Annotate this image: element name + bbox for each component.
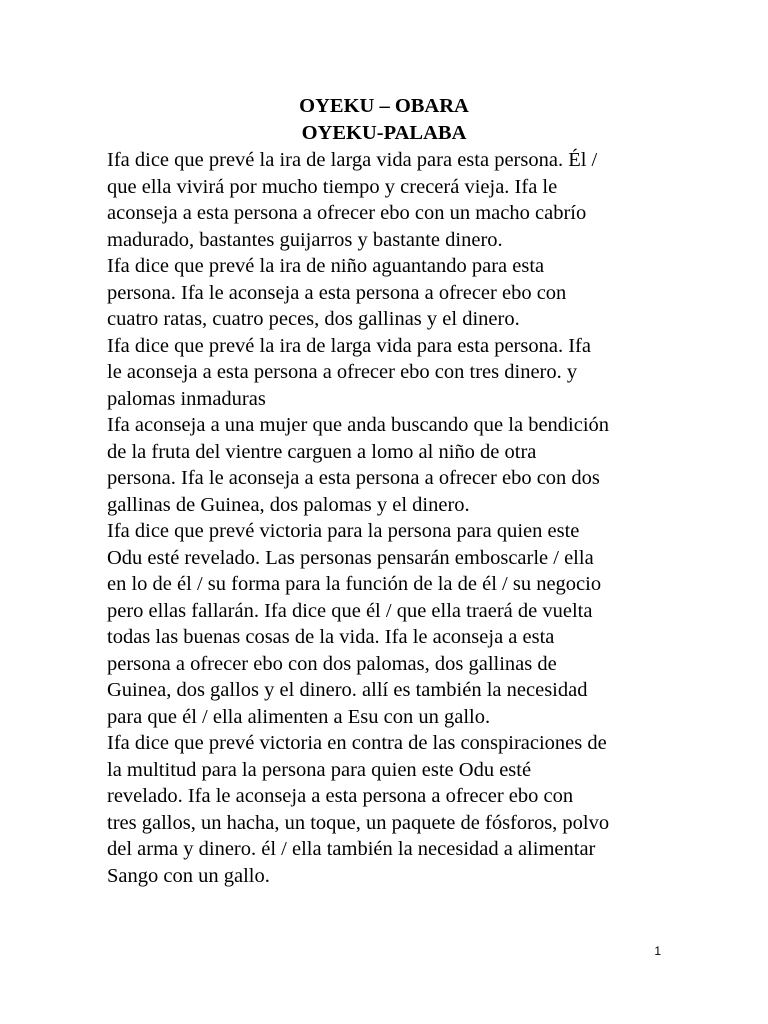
text-line: la multitud para la persona para quien este Odu esté	[107, 758, 532, 781]
text-line: persona. Ifa le aconseja a esta persona a ofrecer ebo con	[107, 281, 567, 304]
page-number: 1	[654, 944, 661, 958]
document-body	[107, 147, 667, 889]
text-line: madurado, bastantes guijarros y bastante dinero.	[107, 228, 503, 251]
text-line: pero ellas fallarán. Ifa dice que él / que ella traerá de vuelta	[107, 599, 593, 622]
text-line: cuatro ratas, cuatro peces, dos gallinas y el dinero.	[107, 308, 520, 330]
text-line: revelado. Ifa le aconseja a esta persona a ofrecer ebo con	[107, 785, 574, 807]
text-line: que ella vivirá por mucho tiempo y crecerá vieja. Ifa le	[107, 175, 558, 198]
text-line: en lo de él / su forma para la función de la de él / su negocio	[107, 573, 602, 595]
text-line: tres gallos, un hacha, un toque, un paquete de fósforos, polvo	[107, 811, 610, 834]
text-line: todas las buenas cosas de la vida. Ifa le aconseja a esta	[107, 626, 555, 648]
paragraph-5	[107, 518, 667, 730]
paragraph-4	[107, 412, 667, 518]
text-line: Ifa dice que prevé la ira de niño aguantando para esta	[107, 255, 545, 277]
text-line: palomas inmaduras	[107, 387, 266, 410]
paragraph-2	[107, 253, 667, 333]
text-line: gallinas de Guinea, dos palomas y el dinero.	[107, 493, 470, 516]
document-subtitle: OYEKU-PALABA	[301, 121, 467, 144]
text-line: persona. Ifa le aconseja a esta persona a ofrecer ebo con dos	[107, 467, 600, 489]
text-line: Odu esté revelado. Las personas pensarán emboscarle / ella	[107, 546, 594, 569]
text-line: Ifa dice que prevé la ira de larga vida para esta persona. Ifa	[107, 334, 591, 357]
text-line: para que él / ella alimenten a Esu con un gallo.	[107, 705, 491, 728]
paragraph-6	[107, 730, 667, 889]
text-line: le aconseja a esta persona a ofrecer ebo con tres dinero. y	[107, 361, 578, 383]
text-line: Ifa dice que prevé victoria para la persona para quien este	[107, 520, 580, 542]
text-line: del arma y dinero. él / ella también la necesidad a alimentar	[107, 838, 596, 860]
text-line: aconseja a esta persona a ofrecer ebo con un macho cabrío	[107, 202, 587, 224]
text-line: Ifa aconseja a una mujer que anda buscando que la bendición	[107, 414, 610, 436]
text-line: Sango con un gallo.	[107, 864, 270, 887]
document-titles	[0, 93, 768, 146]
paragraph-1	[107, 147, 667, 253]
text-line: Ifa dice que prevé victoria en contra de las conspiraciones de	[107, 732, 607, 754]
text-line: de la fruta del vientre carguen a lomo al niño de otra	[107, 440, 537, 463]
text-line: Ifa dice que prevé la ira de larga vida para esta persona. Él /	[107, 149, 598, 171]
text-line: persona a ofrecer ebo con dos palomas, dos gallinas de	[107, 652, 557, 675]
text-line: Guinea, dos gallos y el dinero. allí es también la necesidad	[107, 679, 588, 701]
paragraph-3	[107, 333, 667, 413]
document-title: OYEKU – OBARA	[299, 95, 469, 117]
